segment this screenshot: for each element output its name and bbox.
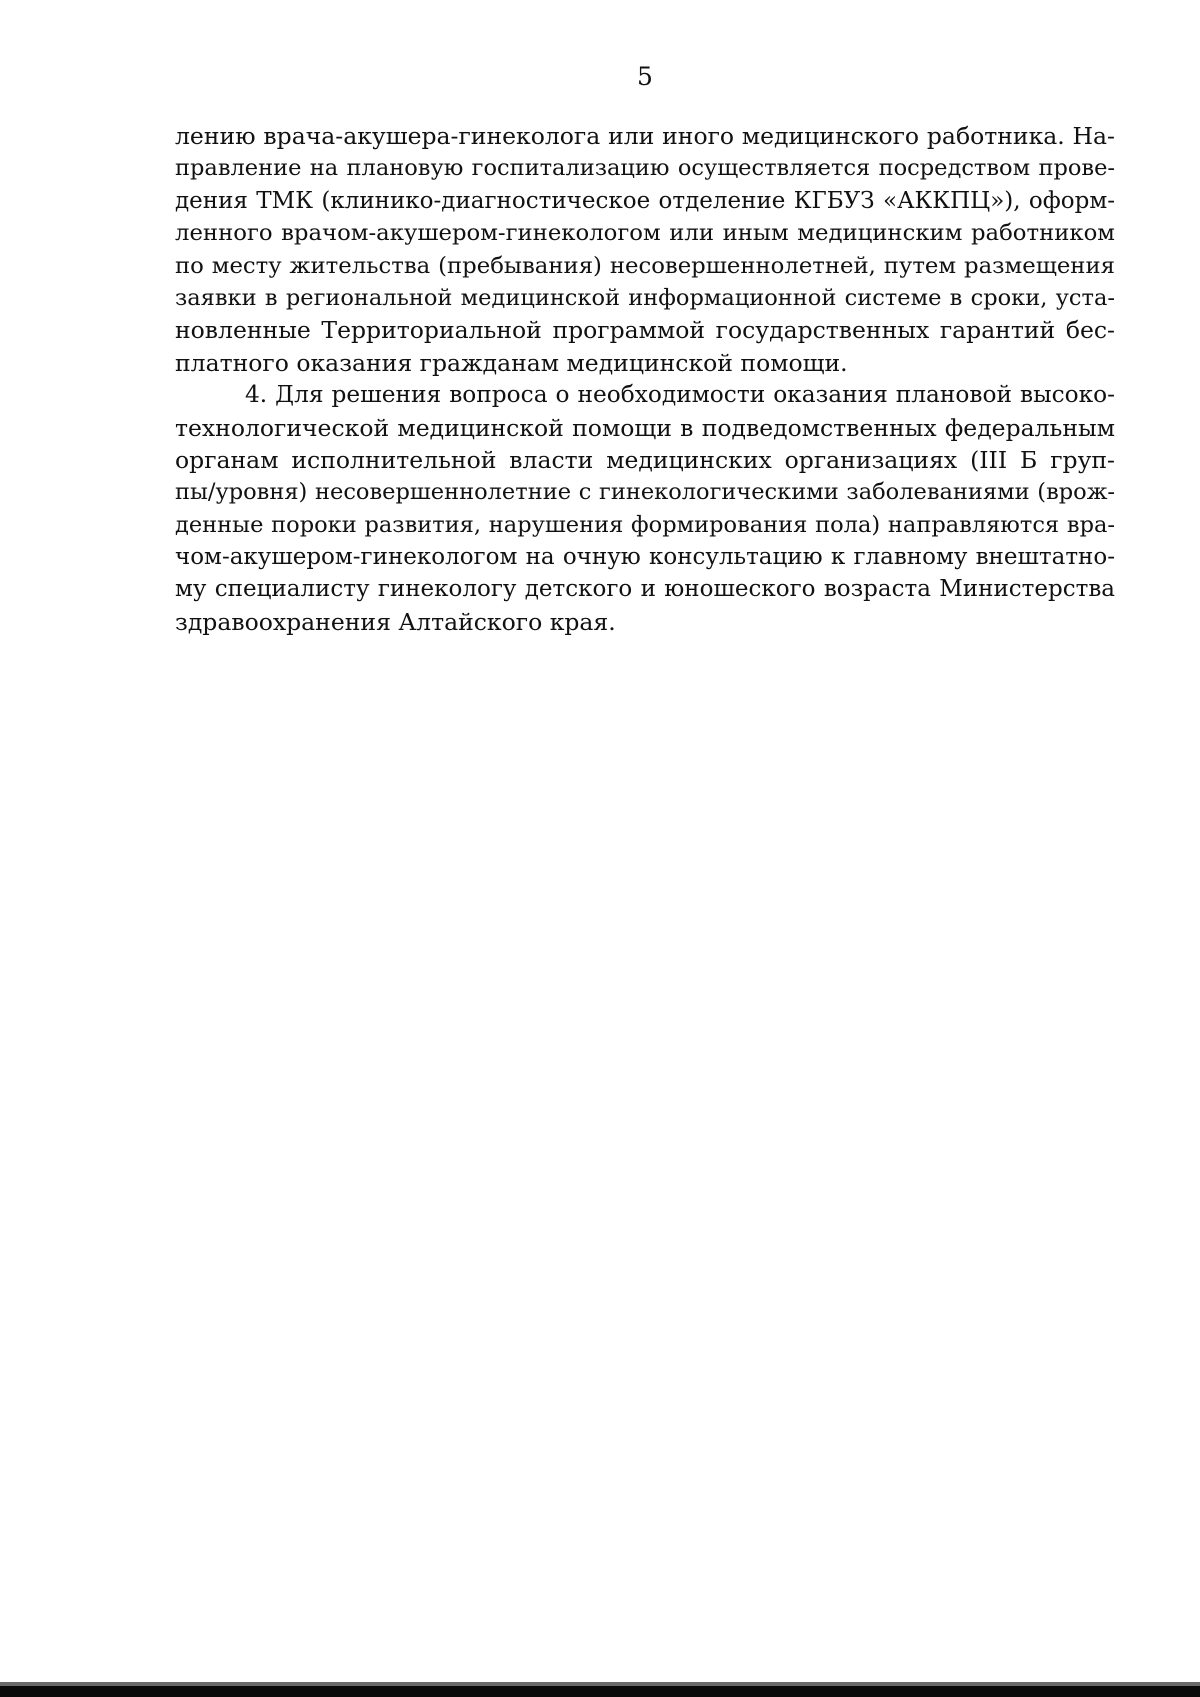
text-line: технологической медицинской помощи в подведомственных федеральным [175, 413, 1115, 442]
body-text [175, 120, 1115, 638]
text-line: заявки в региональной медицинской информационной системе в сроки, уста- [175, 284, 1115, 311]
text-line: му специалисту гинекологу детского и юношеского возраста Министерства [175, 576, 1115, 603]
text-line: лению врача-акушера-гинеколога или иного медицинского работника. На- [175, 122, 1115, 150]
paragraph-continuation [175, 120, 1115, 379]
text-line: 4. Для решения вопроса о необходимости оказания плановой высоко- [245, 381, 1115, 409]
text-line: денные пороки развития, нарушения формирования пола) направляются вра- [175, 511, 1115, 538]
text-line: по месту жительства (пребывания) несовершеннолетней, путем размещения [175, 252, 1115, 279]
scan-edge [0, 1686, 1200, 1697]
text-line: пы/уровня) несовершеннолетние с гинекологическими заболеваниями (врож- [175, 479, 1115, 506]
text-line: чом-акушером-гинекологом на очную консультацию к главному внештатно- [175, 544, 1115, 571]
paragraph-4 [175, 379, 1115, 638]
text-line: платного оказания гражданам медицинской помощи. [175, 348, 848, 377]
text-line: органам исполнительной власти медицинских организациях (III Б груп- [175, 445, 1115, 474]
text-line: ленного врачом-акушером-гинекологом или иным медицинским работником [175, 220, 1115, 247]
text-line: здравоохранения Алтайского края. [175, 607, 616, 636]
text-line: правление на плановую госпитализацию осуществляется посредством прове- [175, 155, 1115, 182]
text-line: дения ТМК (клинико-диагностическое отделение КГБУЗ «АККПЦ»), оформ- [175, 187, 1115, 214]
text-line: новленные Территориальной программой государственных гарантий бес- [175, 316, 1115, 345]
page-number: 5 [637, 62, 653, 91]
